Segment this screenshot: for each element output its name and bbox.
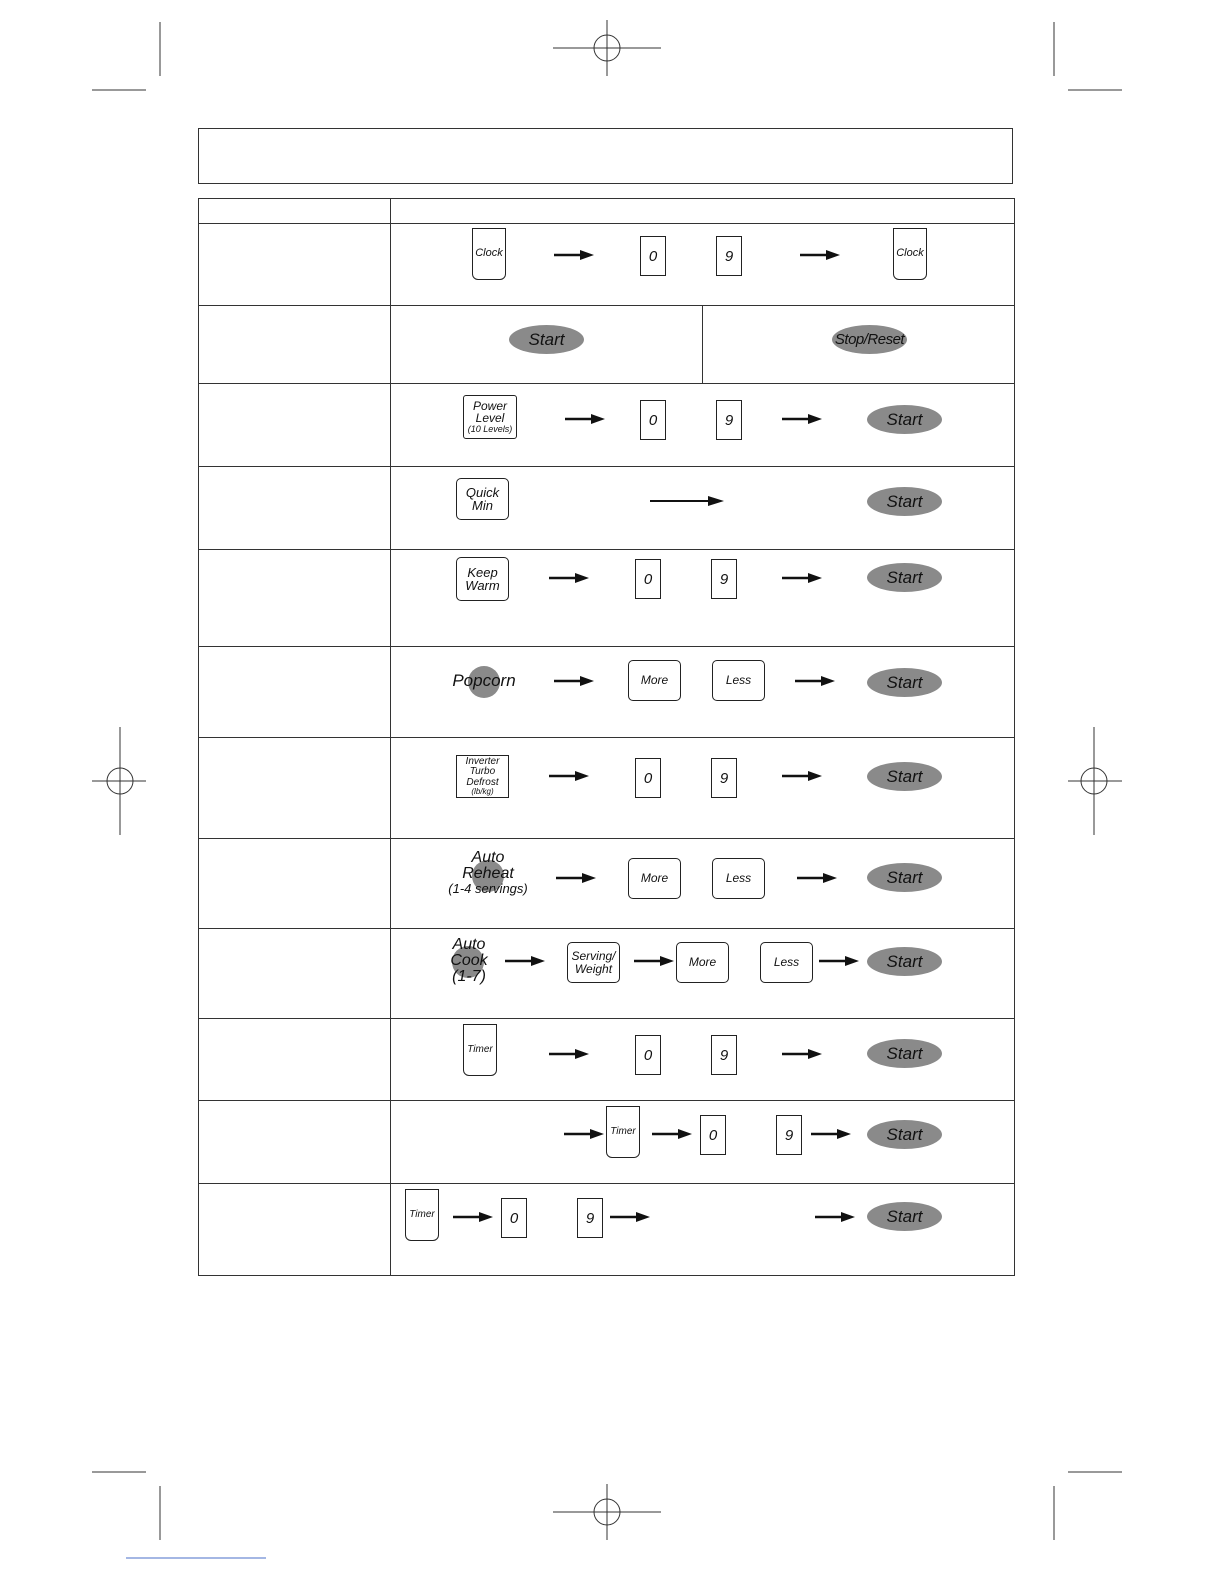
more-key[interactable]: More [676,942,729,983]
arrow-right-icon [453,1212,493,1222]
arrow-right-icon [819,956,859,966]
less-key[interactable]: Less [712,858,765,899]
registration-mark-icon [92,727,146,835]
header-box [198,128,1013,184]
arrow-right-icon [652,1129,692,1139]
arrow-right-icon [549,573,589,583]
arrow-right-icon [815,1212,855,1222]
digit-key-0[interactable]: 0 [635,559,661,599]
digit-key-9[interactable]: 9 [711,758,737,798]
digit-key-0[interactable]: 0 [501,1198,527,1238]
start-button[interactable]: Start [867,762,942,791]
digit-key-9[interactable]: 9 [577,1198,603,1238]
start-button[interactable]: Start [867,1202,942,1231]
row-divider [199,1100,1014,1101]
more-key[interactable]: More [628,660,681,701]
arrow-right-icon [797,873,837,883]
digit-key-0[interactable]: 0 [635,1035,661,1075]
row-divider [199,305,1014,306]
row-divider [199,223,1014,224]
digit-key-0[interactable]: 0 [640,400,666,440]
quick-min-key[interactable]: Quick Min [456,478,509,520]
arrow-right-icon [556,873,596,883]
keep-warm-key[interactable]: Keep Warm [456,557,509,601]
arrow-right-icon [549,1049,589,1059]
row-divider [199,646,1014,647]
row-divider [199,1018,1014,1019]
inverter-turbo-defrost-key[interactable]: Inverter Turbo Defrost (lb/kg) [456,755,509,798]
clock-key[interactable]: Clock [472,228,506,280]
arrow-right-icon [565,414,605,424]
start-button[interactable]: Start [867,863,942,892]
start-button[interactable]: Start [867,947,942,976]
digit-key-9[interactable]: 9 [711,1035,737,1075]
start-button[interactable]: Start [867,668,942,697]
row-divider [199,1183,1014,1184]
digit-key-0[interactable]: 0 [635,758,661,798]
start-button[interactable]: Start [867,405,942,434]
digit-key-9[interactable]: 9 [776,1115,802,1155]
digit-key-0[interactable]: 0 [700,1115,726,1155]
less-key[interactable]: Less [712,660,765,701]
stop-reset-button[interactable]: Stop/Reset [832,325,907,354]
registration-mark-icon [553,20,661,76]
row-divider [199,838,1014,839]
start-button[interactable]: Start [867,1120,942,1149]
popcorn-key-label: Popcorn [452,671,516,690]
start-button[interactable]: Start [867,487,942,516]
row-divider [199,383,1014,384]
arrow-right-icon [782,414,822,424]
arrow-right-icon [610,1212,650,1222]
cell-divider [702,306,703,384]
arrow-right-icon [650,496,724,506]
registration-mark-icon [553,1484,661,1540]
arrow-right-icon [782,573,822,583]
serving-weight-key[interactable]: Serving/ Weight [567,942,620,983]
more-key[interactable]: More [628,858,681,899]
auto-cook-key-label: Auto Cook (1-7) [450,936,488,985]
start-button[interactable]: Start [867,563,942,592]
arrow-right-icon [800,250,840,260]
digit-key-9[interactable]: 9 [716,236,742,276]
arrow-right-icon [782,1049,822,1059]
arrow-right-icon [564,1129,604,1139]
timer-key[interactable]: Timer [606,1106,640,1158]
digit-key-0[interactable]: 0 [640,236,666,276]
row-divider [199,466,1014,467]
arrow-right-icon [554,676,594,686]
arrow-right-icon [554,250,594,260]
start-button[interactable]: Start [867,1039,942,1068]
arrow-right-icon [549,771,589,781]
arrow-right-icon [505,956,545,966]
row-divider [199,737,1014,738]
start-button[interactable]: Start [509,325,584,354]
auto-reheat-key-label: Auto Reheat (1-4 servings) [448,849,528,896]
power-level-key[interactable]: Power Level (10 Levels) [463,395,517,439]
clock-key[interactable]: Clock [893,228,927,280]
row-divider [199,928,1014,929]
less-key[interactable]: Less [760,942,813,983]
registration-mark-icon [1068,727,1122,835]
row-divider [199,549,1014,550]
timer-key[interactable]: Timer [463,1024,497,1076]
digit-key-9[interactable]: 9 [711,559,737,599]
arrow-right-icon [634,956,674,966]
arrow-right-icon [795,676,835,686]
digit-key-9[interactable]: 9 [716,400,742,440]
arrow-right-icon [811,1129,851,1139]
timer-key[interactable]: Timer [405,1189,439,1241]
arrow-right-icon [782,771,822,781]
